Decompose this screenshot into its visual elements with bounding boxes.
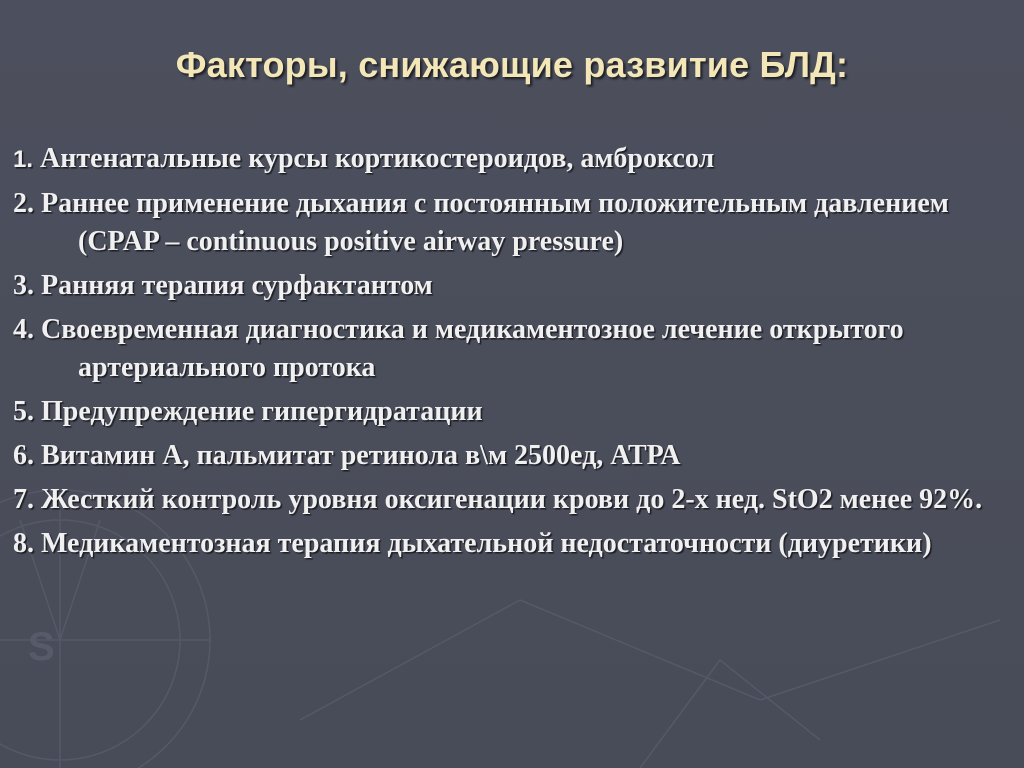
item-number: 5. — [13, 396, 34, 427]
list-item — [13, 393, 1003, 431]
list-item — [13, 267, 1003, 305]
list-item — [13, 525, 1003, 563]
item-text: Медикаментозная терапия дыхательной недостаточности (диуретики) — [41, 528, 932, 559]
item-text: Своевременная диагностика и медикаментозное лечение открытого артериального протока — [41, 314, 904, 383]
item-text: Антенатальные курсы кортикостероидов, амброксол — [40, 143, 715, 174]
item-number: 1. — [13, 146, 34, 173]
compass-s-mark: S — [28, 625, 55, 669]
item-number: 7. — [13, 484, 34, 515]
item-text: Жесткий контроль уровня оксигенации крови до 2-х нед. StO2 менее 92%. — [41, 484, 983, 515]
item-text: Предупреждение гипергидратации — [41, 396, 483, 427]
list-item — [13, 140, 1003, 179]
item-number: 4. — [13, 314, 34, 345]
list-item — [13, 481, 1003, 519]
factors-list — [13, 140, 1003, 569]
list-item — [13, 437, 1003, 475]
list-item — [13, 311, 1003, 387]
item-text: Витамин А, пальмитат ретинола в\м 2500ед, АТРА — [41, 440, 681, 471]
item-text: Ранняя терапия сурфактантом — [41, 270, 433, 301]
item-number: 3. — [13, 270, 34, 301]
list-item — [13, 185, 1003, 261]
item-number: 2. — [13, 188, 34, 219]
slide-title: Факторы, снижающие развитие БЛД: — [175, 44, 849, 85]
item-number: 6. — [13, 440, 34, 471]
item-text: Раннее применение дыхания с постоянным положительным давлением (CPAP – continuous positive airway pressure) — [41, 188, 949, 257]
item-number: 8. — [13, 528, 34, 559]
